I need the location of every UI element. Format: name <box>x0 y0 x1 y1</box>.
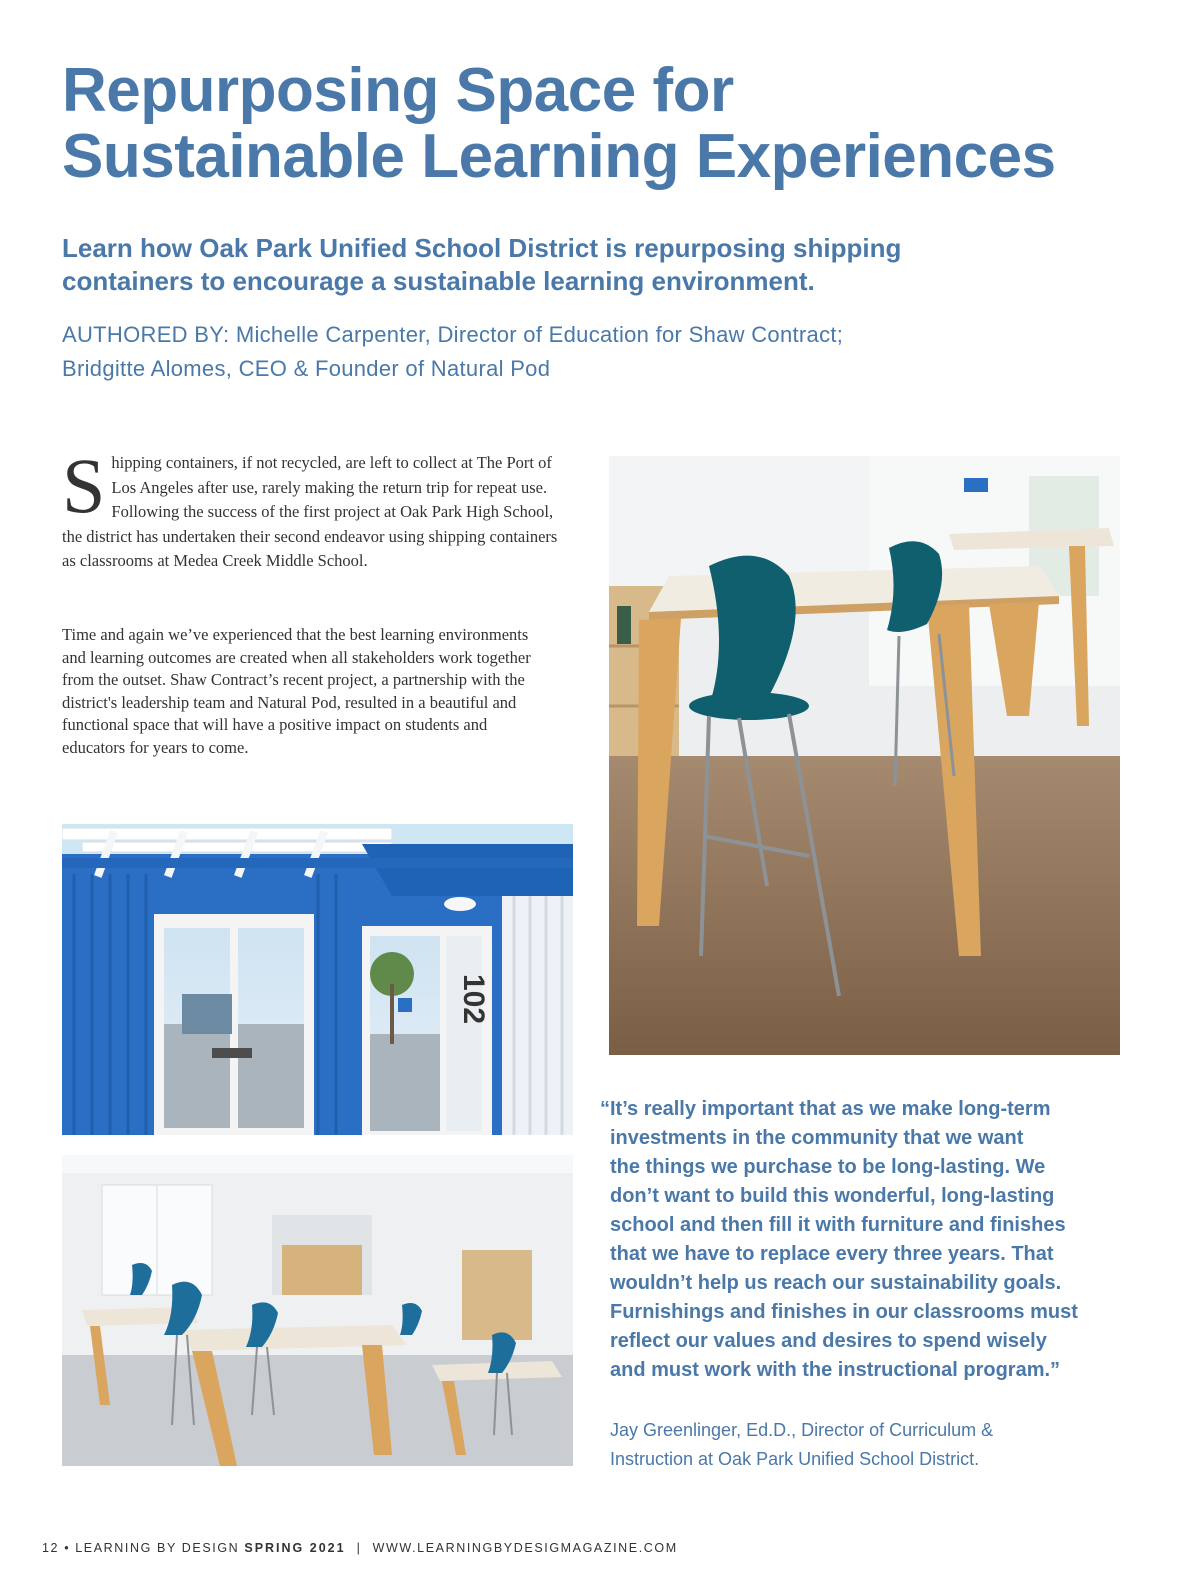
magazine-name: LEARNING BY DESIGN <box>75 1541 240 1555</box>
article-title-line-1: Repurposing Space for <box>62 56 734 125</box>
issue-season: SPRING 2021 <box>244 1541 346 1555</box>
body-paragraph-1 <box>62 442 568 574</box>
pull-quote-line: that we have to replace every three years. That <box>610 1243 1054 1265</box>
pull-quote-line: reflect our values and desires to spend wisely <box>610 1330 1047 1352</box>
container-door-number: 102 <box>457 974 490 1025</box>
pull-quote-line: school and then fill it with furniture and finishes <box>610 1214 1066 1236</box>
pull-quote-line: Furnishings and finishes in our classrooms must <box>610 1301 1078 1323</box>
classroom-interior-photo <box>62 1155 573 1466</box>
article-subtitle-line-1: Learn how Oak Park Unified School District is repurposing shipping <box>62 233 902 263</box>
quote-attribution-line-2: Instruction at Oak Park Unified School District. <box>610 1449 980 1469</box>
magazine-url: WWW.LEARNINGBYDESIGMAGAZINE.COM <box>372 1541 678 1555</box>
author-byline-line-1: AUTHORED BY: Michelle Carpenter, Director of Education for Shaw Contract; <box>62 322 844 347</box>
high-table-photo <box>609 456 1120 1055</box>
pull-quote-line: the things we purchase to be long-lasting. We <box>610 1156 1046 1178</box>
author-byline-line-2: Bridgitte Alomes, CEO & Founder of Natural Pod <box>62 356 551 381</box>
drop-cap: S <box>62 442 106 529</box>
pull-quote-line: don’t want to build this wonderful, long-lasting <box>610 1185 1055 1207</box>
body-paragraph-1-text: hipping containers, if not recycled, are left to collect at The Port of Los Angeles after use, rarely making the return trip for repeat use. Following the success of the first project at Oak Park High School, the district has undertaken their second endeavor using shipping containers as classrooms at Medea Creek Middle School. <box>62 453 558 570</box>
pull-quote-line: “It’s really important that as we make long-term <box>600 1098 1051 1120</box>
pull-quote-line: investments in the community that we want <box>610 1127 1024 1149</box>
article-subtitle-line-2: containers to encourage a sustainable learning environment. <box>62 266 815 296</box>
footer-separator: | <box>356 1541 362 1555</box>
quote-attribution <box>610 1416 1130 1474</box>
page-footer <box>42 1541 842 1555</box>
pull-quote-line: wouldn’t help us reach our sustainability goals. <box>610 1272 1062 1294</box>
footer-bullet: • <box>64 1541 71 1555</box>
pull-quote <box>600 1095 1140 1385</box>
article-title-line-2: Sustainable Learning Experiences <box>62 122 1056 191</box>
author-byline <box>62 318 1062 386</box>
page-number: 12 <box>42 1541 60 1555</box>
container-exterior-photo <box>62 824 573 1135</box>
article-subtitle <box>62 232 1062 298</box>
quote-attribution-line-1: Jay Greenlinger, Ed.D., Director of Curriculum & <box>610 1420 994 1440</box>
pull-quote-line: and must work with the instructional program.” <box>610 1359 1061 1381</box>
article-title <box>62 58 1142 190</box>
body-paragraph-2: Time and again we’ve experienced that the best learning environments and learning outcomes are created when all stakeholders work together from the outset. Shaw Contract’s recent project, a partnership with the district's leadership team and Natural Pod, resulted in a beautiful and functional space that will have a positive impact on students and educators for years to come. <box>62 625 531 757</box>
